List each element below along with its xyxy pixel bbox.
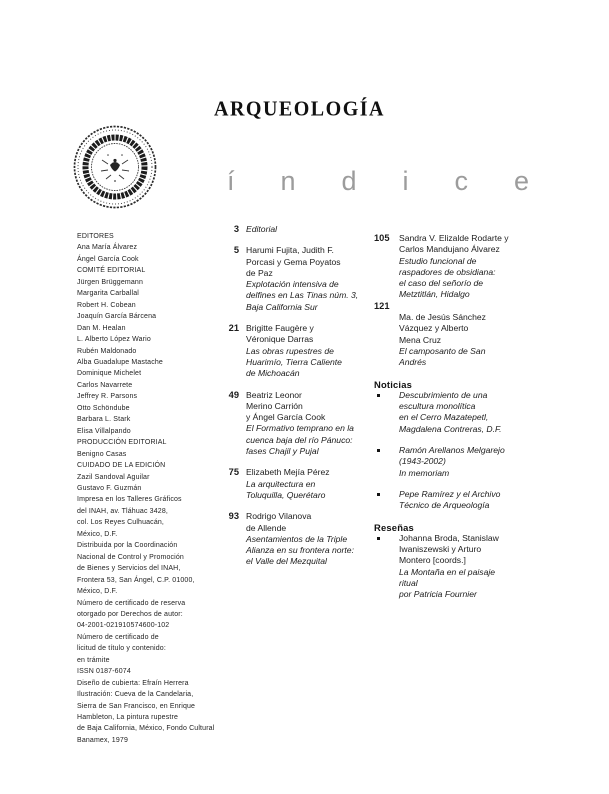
toc-row — [374, 346, 544, 357]
toc-text-line: La Montaña en el paisaje — [399, 566, 496, 577]
masthead-line: Gustavo F. Guzmán — [77, 484, 142, 492]
toc-text-line: In memoriam — [399, 467, 450, 478]
masthead-line: Diseño de cubierta: Efraín Herrera — [77, 679, 189, 687]
toc-row — [210, 490, 372, 501]
toc-text-line: Pepe Ramírez y el Archivo — [399, 488, 501, 499]
masthead-line: EDITORES — [77, 233, 114, 240]
toc-text-line: Merino Carrión — [246, 400, 303, 411]
toc-row — [210, 346, 372, 357]
toc-text-line: Estudio funcional de — [399, 255, 477, 266]
toc-text-line: Ramón Arellanos Melgarejo — [399, 445, 505, 456]
toc-column-right — [374, 233, 544, 601]
masthead-line: Dan M. Healan — [77, 324, 126, 332]
masthead-line: Nacional de Control y Promoción — [77, 553, 184, 561]
toc-row — [210, 511, 372, 522]
toc-row — [374, 567, 544, 578]
toc-text-line: el Valle del Mezquital — [246, 556, 327, 567]
toc-row — [210, 401, 372, 412]
masthead-line: PRODUCCIÓN EDITORIAL — [77, 439, 167, 447]
toc-text-line: Johanna Broda, Stanislaw — [399, 532, 499, 543]
toc-row — [210, 279, 372, 290]
toc-text-line: Reseñas — [374, 521, 414, 533]
masthead-line: de Baja California, México, Fondo Cultural — [77, 725, 215, 733]
masthead-line: Distribuida por la Coordinación — [77, 542, 178, 550]
toc-text-line: La arquitectura en — [246, 478, 316, 489]
toc-row — [210, 467, 372, 478]
toc-row — [374, 357, 544, 368]
toc-row — [374, 544, 544, 555]
toc-row — [374, 424, 544, 435]
toc-text-line: escultura monolítica — [399, 401, 476, 412]
toc-row — [374, 278, 544, 289]
journal-title: ARQUEOLOGÍA — [214, 97, 385, 121]
toc-row — [210, 412, 372, 423]
masthead-line: México, D.F. — [77, 588, 118, 596]
toc-row — [210, 545, 372, 556]
toc-row — [374, 301, 544, 312]
toc-row — [374, 267, 544, 278]
toc-row — [210, 423, 372, 434]
toc-text-line: en el Cerro Mazatepetl, — [399, 412, 489, 423]
toc-row — [374, 412, 544, 423]
index-heading: índice — [227, 166, 576, 196]
toc-row — [210, 334, 372, 345]
toc-page-number: 105 — [374, 233, 390, 243]
toc-row — [374, 244, 544, 255]
toc-text-line: fases Chajil y Pujal — [246, 446, 319, 457]
toc-row — [374, 500, 544, 511]
toc-row — [374, 401, 544, 412]
masthead-line: Frontera 53, San Ángel, C.P. 01000, — [77, 576, 195, 584]
toc-text-line: cuenca baja del río Pánuco: — [246, 434, 353, 445]
toc-text-line: Beatriz Leonor — [246, 389, 302, 400]
toc-page-number: 5 — [233, 245, 239, 256]
toc-text-line: Elizabeth Mejía Pérez — [246, 467, 330, 478]
masthead-line: del INAH, av. Tláhuac 3428, — [77, 507, 168, 515]
toc-row — [374, 335, 544, 346]
masthead-line: Dominique Michelet — [77, 370, 142, 378]
toc-text-line: Magdalena Contreras, D.F. — [399, 423, 502, 434]
toc-row — [374, 289, 544, 300]
masthead-line: Ana María Álvarez — [77, 244, 138, 252]
toc-text-line: y Ángel García Cook — [246, 412, 326, 423]
masthead-line: Joaquín García Bárcena — [77, 313, 157, 321]
toc-text-line: Sandra V. Elizalde Rodarte y — [399, 233, 509, 243]
toc-row — [374, 390, 544, 401]
toc-row — [210, 357, 372, 368]
toc-text-line: Andrés — [399, 357, 427, 368]
toc-text-line: Véronique Darras — [246, 334, 314, 345]
toc-row — [210, 257, 372, 268]
masthead-line: Número de certificado de — [77, 633, 159, 641]
toc-page-number: 21 — [228, 323, 239, 334]
toc-row — [374, 312, 544, 323]
toc-text-line: Noticias — [374, 378, 413, 390]
toc-row — [210, 479, 372, 490]
toc-text-line: Toluquilla, Querétaro — [246, 489, 326, 500]
toc-text-line: de Paz — [246, 267, 273, 278]
masthead-line: Número de certificado de reserva — [77, 599, 186, 607]
toc-row — [374, 379, 544, 390]
masthead-line: CUIDADO DE LA EDICIÓN — [77, 462, 166, 470]
toc-text-line: (1943-2002) — [399, 456, 446, 467]
toc-row — [374, 468, 544, 479]
inah-seal-icon — [72, 124, 158, 210]
toc-row — [374, 256, 544, 267]
toc-text-line: Iwaniszewski y Arturo — [399, 544, 482, 555]
masthead-line: Margarita Carballal — [77, 290, 139, 298]
toc-text-line: Brigitte Faugère y — [246, 323, 314, 334]
toc-text-line: el caso del señorío de — [399, 278, 484, 289]
masthead-line: Barbara L. Stark — [77, 416, 131, 424]
masthead-line: Jürgen Brüggemann — [77, 278, 143, 286]
masthead-line: Elisa Villalpando — [77, 427, 131, 435]
toc-text-line: Editorial — [246, 224, 278, 234]
toc-row — [374, 456, 544, 467]
masthead-line: Benigno Casas — [77, 450, 127, 458]
masthead-column — [77, 231, 222, 746]
toc-row — [210, 390, 372, 401]
toc-row — [374, 522, 544, 533]
toc-row — [210, 534, 372, 545]
toc-page-number: 75 — [228, 467, 239, 478]
masthead-line: otorgado por Derechos de autor: — [77, 610, 183, 618]
masthead-line: L. Alberto López Wario — [77, 336, 151, 344]
toc-text-line: Baja California Sur — [246, 301, 318, 312]
toc-text-line: de Michoacán — [246, 368, 300, 379]
toc-row — [374, 578, 544, 589]
toc-row — [374, 445, 544, 456]
masthead-line: México, D.F. — [77, 530, 118, 538]
toc-row — [374, 323, 544, 334]
toc-text-line: Técnico de Arqueología — [399, 500, 490, 511]
masthead-line: Carlos Navarrete — [77, 381, 133, 389]
toc-text-line: Montero [coords.] — [399, 555, 466, 566]
toc-row — [210, 523, 372, 534]
masthead-line: licitud de título y contenido: — [77, 645, 166, 653]
masthead-line: 04-2001-021910574600-102 — [77, 622, 170, 630]
masthead-line: Sierra de San Francisco, en Enrique — [77, 702, 196, 710]
masthead-line: col. Los Reyes Culhuacán, — [77, 519, 165, 527]
masthead-line: Robert H. Cobean — [77, 301, 136, 309]
toc-row — [210, 268, 372, 279]
toc-text-line: de Allende — [246, 522, 287, 533]
toc-page-number: 49 — [228, 389, 239, 400]
toc-row — [374, 555, 544, 566]
toc-text-line: Harumi Fujita, Judith F. — [246, 245, 334, 256]
masthead-line: ISSN 0187-6074 — [77, 668, 131, 676]
toc-text-line: ritual — [399, 578, 418, 589]
toc-row — [210, 323, 372, 334]
masthead-line: Ángel García Cook — [77, 255, 139, 263]
toc-column-main — [210, 224, 372, 568]
toc-text-line: Carlos Mandujano Álvarez — [399, 244, 500, 255]
toc-text-line: Metztitlán, Hidalgo — [399, 289, 470, 300]
toc-text-line: Descubrimiento de una — [399, 389, 488, 400]
toc-text-line: Explotación intensiva de — [246, 279, 339, 290]
toc-text-line: El Formativo temprano en la — [246, 423, 354, 434]
masthead-line: de Bienes y Servicios del INAH, — [77, 565, 181, 573]
toc-text-line: delfines en Las Tinas núm. 3, — [246, 290, 359, 301]
toc-text-line: Mena Cruz — [399, 334, 442, 345]
toc-page-number: 93 — [228, 511, 239, 522]
toc-row — [210, 435, 372, 446]
toc-text-line: Las obras rupestres de — [246, 345, 334, 356]
masthead-line: Ilustración: Cueva de la Candelaria, — [77, 691, 194, 699]
toc-row — [210, 556, 372, 567]
masthead-line: Zazil Sandoval Aguilar — [77, 473, 150, 481]
toc-text-line: El camposanto de San — [399, 345, 486, 356]
masthead-line: Rubén Maldonado — [77, 347, 137, 355]
toc-row — [210, 290, 372, 301]
toc-row — [210, 446, 372, 457]
toc-text-line: Alianza en su frontera norte: — [246, 545, 354, 556]
toc-text-line: raspadores de obsidiana: — [399, 266, 496, 277]
toc-row — [210, 302, 372, 313]
masthead-line: Banamex, 1979 — [77, 736, 128, 744]
masthead-line: Jeffrey R. Parsons — [77, 393, 138, 401]
toc-page-number: 121 — [374, 300, 390, 311]
toc-row — [374, 589, 544, 600]
masthead-line: Hambleton, La pintura rupestre — [77, 714, 178, 722]
toc-text-line: Huarimío, Tierra Caliente — [246, 356, 342, 367]
toc-text-line: Asentamientos de la Triple — [246, 533, 348, 544]
toc-text-line: por Patricia Fournier — [399, 589, 477, 600]
masthead-line: COMITÉ EDITORIAL — [77, 267, 146, 275]
toc-row — [210, 245, 372, 256]
toc-row — [210, 368, 372, 379]
toc-page-number: 3 — [233, 224, 239, 234]
toc-text-line: Porcasi y Gema Poyatos — [246, 256, 341, 267]
toc-row — [374, 533, 544, 544]
masthead-line: en trámite — [77, 656, 110, 664]
masthead-line: Alba Guadalupe Mastache — [77, 358, 163, 366]
toc-text-line: Rodrigo Vilanova — [246, 511, 312, 522]
toc-row — [374, 489, 544, 500]
masthead-line: Impresa en los Talleres Gráficos — [77, 496, 182, 504]
toc-row — [210, 224, 372, 235]
toc-row — [374, 233, 544, 244]
toc-text-line: Ma. de Jesús Sánchez — [399, 312, 486, 323]
toc-text-line: Vázquez y Alberto — [399, 323, 469, 334]
masthead-line: Otto Schöndube — [77, 404, 130, 412]
